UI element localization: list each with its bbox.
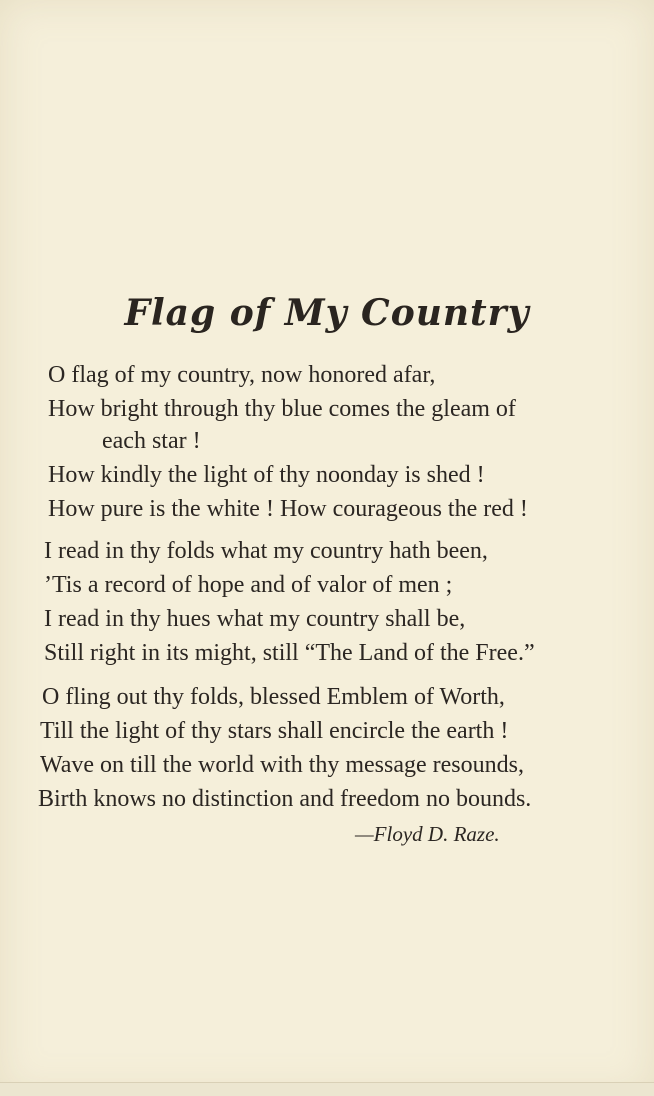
page-bottom-edge	[0, 1082, 654, 1096]
poem-line: each star !	[102, 428, 201, 454]
poem-line: O fling out thy folds, blessed Emblem of Worth,	[42, 684, 505, 710]
poem-line: Birth knows no distinction and freedom no bounds.	[38, 786, 532, 812]
poem-line: ’Tis a record of hope and of valor of men ;	[44, 572, 453, 598]
poem-line: I read in thy hues what my country shall be,	[44, 606, 466, 632]
poem-line: How bright through thy blue comes the gleam of	[48, 396, 516, 422]
poem-line: Wave on till the world with thy message resounds,	[40, 752, 524, 778]
poem-line: How pure is the white ! How courageous the red !	[48, 496, 528, 522]
poem-line: I read in thy folds what my country hath been,	[44, 538, 488, 564]
poem-line: How kindly the light of thy noonday is shed !	[48, 462, 485, 488]
poem-line: Till the light of thy stars shall encircle the earth !	[40, 718, 509, 744]
author-attribution: —Floyd D. Raze.	[355, 822, 500, 846]
poem-line: O flag of my country, now honored afar,	[48, 362, 436, 388]
poem-title: Flag of My Country	[124, 292, 530, 334]
poem-line: Still right in its might, still “The Land of the Free.”	[44, 640, 535, 666]
